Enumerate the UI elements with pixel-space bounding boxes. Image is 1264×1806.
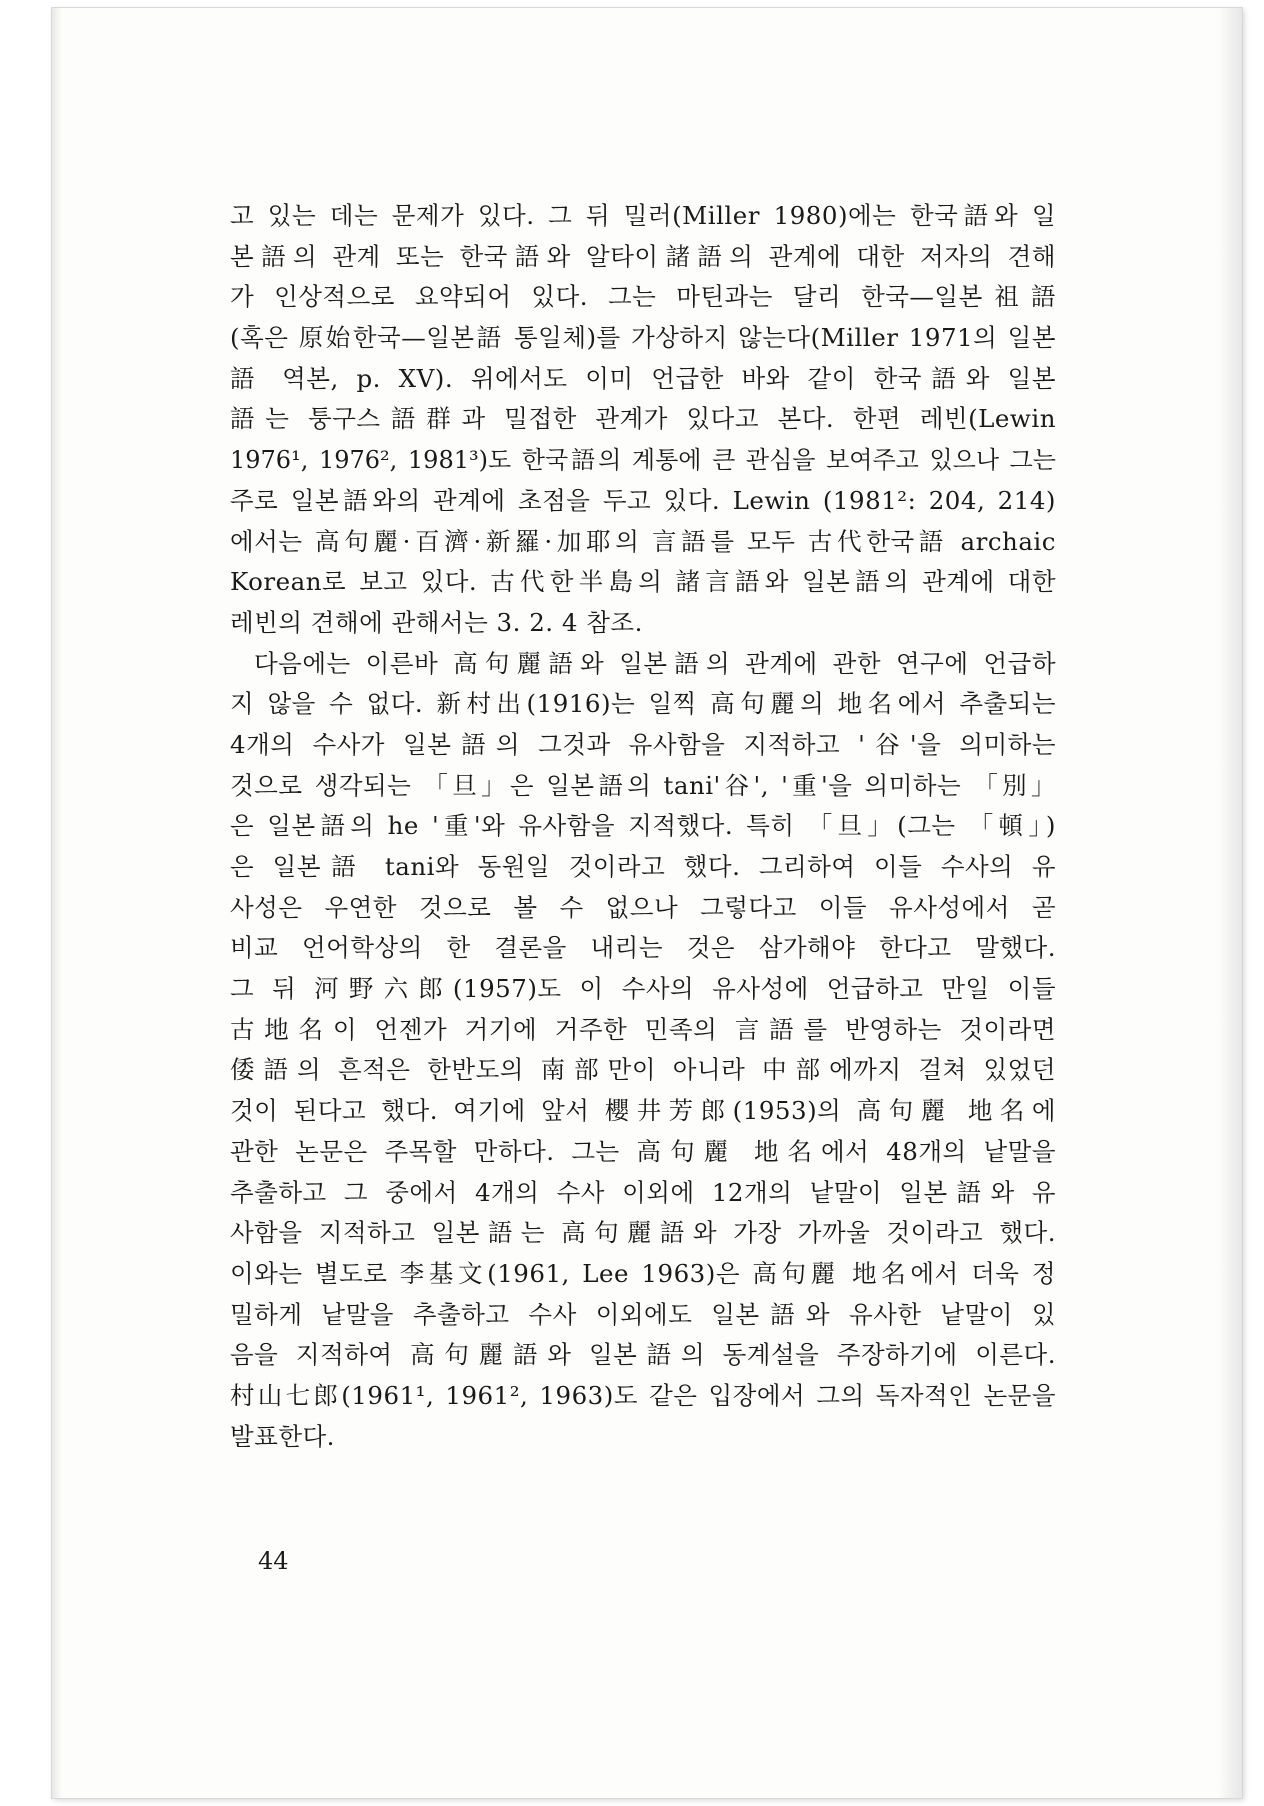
text-line: 주로 일본語와의 관계에 초점을 두고 있다. Lewin (1981²: 204, 214) [230,485,1056,515]
text-line: 그 뒤 河野六郎(1957)도 이 수사의 유사성에 언급하고 만일 이들 [230,974,1056,1004]
text-line: 1976¹, 1976², 1981³)도 한국語의 계통에 큰 관심을 보여주고 있으나 그는 [230,446,1056,475]
text-line: 것이 된다고 했다. 여기에 앞서 櫻井芳郎(1953)의 高句麗 地名에 [230,1096,1056,1126]
text-line: Korean로 보고 있다. 古代한半島의 諸言語와 일본語의 관계에 대한 [230,567,1056,597]
text-line: 관한 논문은 주목할 만하다. 그는 高句麗 地名에서 48개의 낱말을 [230,1136,1056,1166]
text-line: 은 일본語 tani와 동원일 것이라고 했다. 그리하여 이들 수사의 유 [230,852,1056,881]
text-line: 倭語의 흔적은 한반도의 南部만이 아니라 中部에까지 걸쳐 있었던 [230,1055,1056,1085]
page-left-edge-shadow [52,8,62,1798]
text-line: 추출하고 그 중에서 4개의 수사 이외에 12개의 낱말이 일본語와 유 [230,1177,1056,1207]
page-right-edge-shadow [1218,8,1242,1798]
text-line: 음을 지적하여 高句麗語와 일본語의 동계설을 주장하기에 이른다. [230,1340,1056,1370]
text-line: 語 역본, p. XV). 위에서도 이미 언급한 바와 같이 한국語와 일본 [230,363,1056,393]
body-text [230,196,1056,1457]
paragraph-start-line: 다음에는 이른바 高句麗語와 일본語의 관계에 관한 연구에 언급하 [254,648,1056,678]
text-line: 사함을 지적하고 일본語는 高句麗語와 가장 가까울 것이라고 했다. [230,1218,1056,1248]
text-line: 에서는 高句麗·百濟·新羅·加耶의 言語를 모두 古代한국語 archaic [230,526,1056,556]
text-line: 밀하게 낱말을 추출하고 수사 이외에도 일본語와 유사한 낱말이 있 [230,1299,1056,1329]
text-line: 村山七郎(1961¹, 1961², 1963)도 같은 입장에서 그의 독자적인 논문을 [230,1380,1056,1410]
text-line: 지 않을 수 없다. 新村出(1916)는 일찍 高句麗의 地名에서 추출되는 [230,689,1056,719]
text-line: (혹은 原始한국—일본語 통일체)를 가상하지 않는다(Miller 1971의 일본 [230,323,1056,353]
text-line: 레빈의 견해에 관해서는 3. 2. 4 참조. [230,607,643,637]
text-line: 語는 퉁구스語群과 밀접한 관계가 있다고 본다. 한편 레빈(Lewin [230,404,1056,434]
page-number: 44 [258,1547,289,1575]
text-line: 이와는 별도로 李基文(1961, Lee 1963)은 高句麗 地名에서 더욱 정 [230,1258,1056,1288]
text-line: 가 인상적으로 요약되어 있다. 그는 마틴과는 달리 한국—일본祖語 [230,282,1056,312]
text-line: 것으로 생각되는 「旦」은 일본語의 tani'谷', '重'을 의미하는 「別」 [230,770,1056,800]
text-line: 4개의 수사가 일본語의 그것과 유사함을 지적하고 '谷'을 의미하는 [230,729,1056,759]
text-line: 은 일본語의 he '重'와 유사함을 지적했다. 특히 「旦」(그는 「頓」) [230,811,1056,841]
text-line: 발표한다. [230,1421,335,1451]
text-line: 본語의 관계 또는 한국語와 알타이諸語의 관계에 대한 저자의 견해 [230,241,1056,271]
text-line: 비교 언어학상의 한 결론을 내리는 것은 삼가해야 한다고 말했다. [230,933,1056,963]
text-line: 사성은 우연한 것으로 볼 수 없으나 그렇다고 이들 유사성에서 곧 [230,892,1056,922]
text-line: 古地名이 언젠가 거기에 거주한 민족의 言語를 반영하는 것이라면 [230,1014,1056,1044]
text-line: 고 있는 데는 문제가 있다. 그 뒤 밀러(Miller 1980)에는 한국語와 일 [230,201,1056,230]
